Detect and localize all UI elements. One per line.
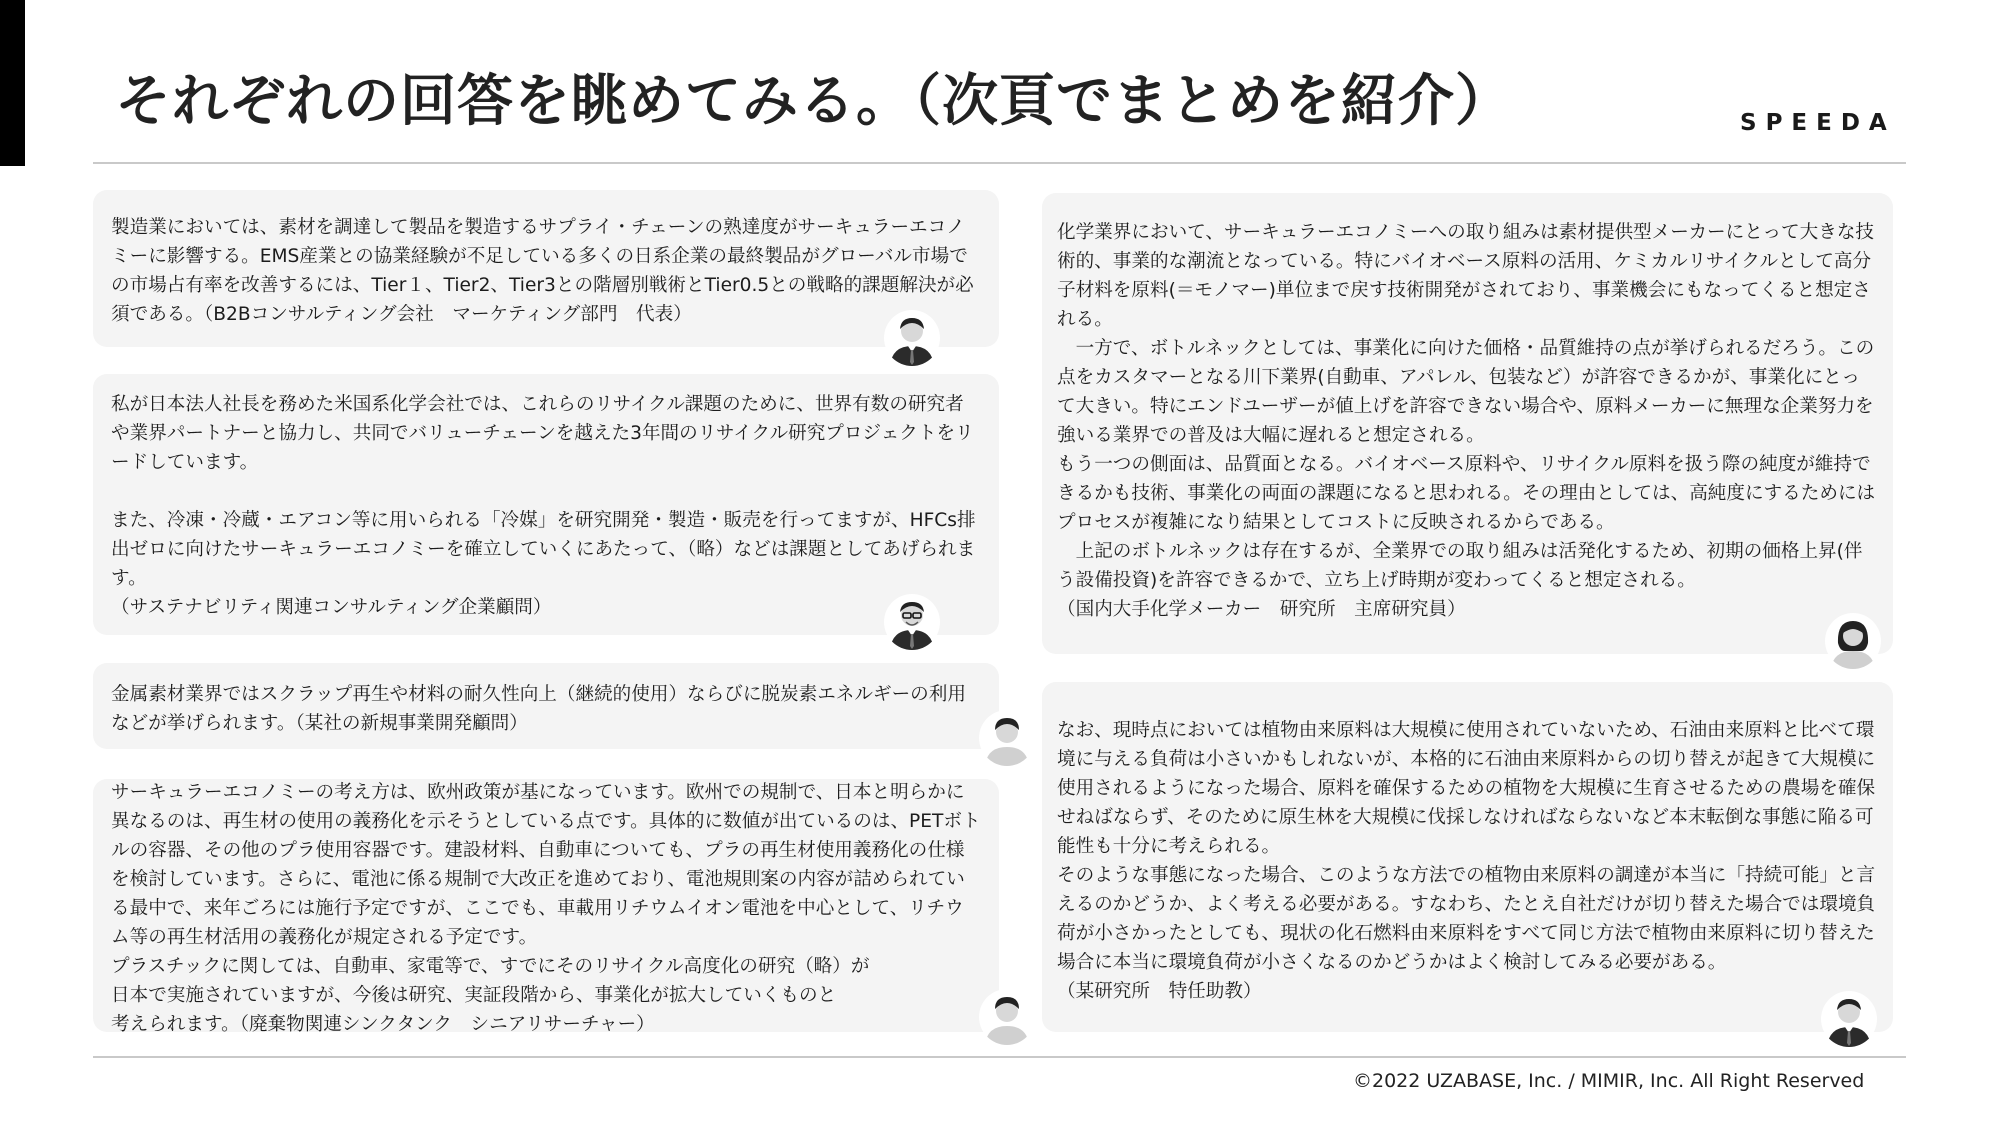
- person-tie-icon: [884, 310, 940, 366]
- header-divider: [93, 162, 1906, 164]
- accent-bar: [0, 0, 25, 166]
- quote-card: [93, 779, 999, 1035]
- avatar: [979, 989, 1035, 1045]
- person-icon: [979, 710, 1035, 766]
- quote-text: 私が日本法人社長を務めた米国系化学会社では、これらのリサイクル課題のために、世界有数の研究者や業界パートナーと協力し、共同でバリューチェーンを越えた3年間のリサイクル研究プロジェクトをリードしています。 また、冷凍・冷蔵・エアコン等に用いられる「冷媒」を研究開発・製造・販売を行ってますが、HFCs排出ゼロに向けたサーキュラーエコノミーを確立していくにあたって、（略）などは課題としてあげられます。 （サステナビリティ関連コンサルティング企業顧問）: [111, 394, 976, 618]
- quote-card: [1042, 682, 1893, 1032]
- quote-text: なお、現時点においては植物由来原料は大規模に使用されていないため、石油由来原料と比べて環境に与える負荷は小さいかもしれないが、本格的に石油由来原料からの切り替えが起きて大規模に使用されるようになった場合、原料を確保するための植物を大規模に生育させるための農場を確保せねばならず、そのために原生林を大規模に伐採しなければならないなど本末転倒な事態に陥る可能性も十分に考えられる。 そのような事態になった場合、このような方法での植物由来原料の調達が本当に「持続可能」と言えるのかどうか、よく考える必要がある。すなわち、たとえ自社だけが切り替えた場合では環境負荷が小さかったとしても、現状の化石燃料由来原料をすべて同じ方法で植物由来原料に切り替えた場合に本当に環境負荷が小さくなるのかどうかはよく検討してみる必要がある。 （某研究所 特任助教）: [1057, 720, 1876, 1002]
- quote-card: [93, 190, 999, 347]
- person-icon: [979, 989, 1035, 1045]
- copyright-text: ©2022 UZABASE, Inc. / MIMIR, Inc. All Right Reserved: [1353, 1070, 1865, 1092]
- brand-logo: SPEEDA: [1740, 110, 1896, 136]
- avatar: [884, 594, 940, 650]
- quote-card: [93, 663, 999, 749]
- avatar: [884, 310, 940, 366]
- person-tie-icon: [1821, 991, 1877, 1047]
- quote-text: 製造業においては、素材を調達して製品を製造するサプライ・チェーンの熟達度がサーキュラーエコノミーに影響する。EMS産業との協業経験が不足している多くの日系企業の最終製品がグローバル市場での市場占有率を改善するには、Tier１、Tier2、Tier3との階層別戦術とTier0.5との戦略的課題解決が必須である。（B2Bコンサルティング会社 マーケティング部門 代表）: [111, 217, 974, 325]
- footer-divider: [93, 1056, 1906, 1058]
- avatar: [1821, 991, 1877, 1047]
- quote-card: [93, 374, 999, 635]
- person-female-icon: [1825, 613, 1881, 669]
- page-title: それぞれの回答を眺めてみる。（次頁でまとめを紹介）: [115, 69, 1512, 134]
- avatar: [1825, 613, 1881, 669]
- avatar: [979, 710, 1035, 766]
- quote-text: サーキュラーエコノミーの考え方は、欧州政策が基になっています。欧州での規制で、日本と明らかに異なるのは、再生材の使用の義務化を示そうとしている点です。具体的に数値が出ているのは、PETボトルの容器、その他のプラ使用容器です。建設材料、自動車についても、プラの再生材使用義務化の仕様を検討しています。さらに、電池に係る規制で大改正を進めており、電池規則案の内容が詰められている最中で、来年ごろには施行予定ですが、ここでも、車載用リチウムイオン電池を中心として、リチウム等の再生材活用の義務化が規定される予定です。 プラスチックに関しては、自動車、家電等で、すでにそのリサイクル高度化の研究（略）が 日本で実施されていますが、今後は研究、実証段階から、事業化が拡大していくものと 考えられます。（廃棄物関連シンクタンク シニアリサーチャー）: [111, 782, 981, 1035]
- quote-text: 化学業界において、サーキュラーエコノミーへの取り組みは素材提供型メーカーにとって大きな技術的、事業的な潮流となっている。特にバイオベース原料の活用、ケミカルリサイクルとして高分子材料を原料(＝モノマー)単位まで戻す技術開発がされており、事業機会にもなってくると想定される。 一方で、ボトルネックとしては、事業化に向けた価格・品質維持の点が挙げられるだろう。この点をカスタマーとなる川下業界(自動車、アパレル、包装など）が許容できるかが、事業化にとって大きい。特にエンドユーザーが値上げを許容できない場合や、原料メーカーに無理な企業努力を強いる業界での普及は大幅に遅れると想定される。 もう一つの側面は、品質面となる。バイオベース原料や、リサイクル原料を扱う際の純度が維持できるかも技術、事業化の両面の課題になると思われる。その理由としては、高純度にするためにはプロセスが複雑になり結果としてコストに反映されるからである。 上記のボトルネックは存在するが、全業界での取り組みは活発化するため、初期の価格上昇(伴う設備投資)を許容できるかで、立ち上げ時期が変わってくると想定される。 （国内大手化学メーカー 研究所 主席研究員）: [1057, 222, 1876, 620]
- quote-card: [1042, 193, 1893, 654]
- quote-text: 金属素材業界ではスクラップ再生や材料の耐久性向上（継続的使用）ならびに脱炭素エネルギーの利用などが挙げられます。（某社の新規事業開発顧問）: [111, 684, 966, 734]
- person-glasses-icon: [884, 594, 940, 650]
